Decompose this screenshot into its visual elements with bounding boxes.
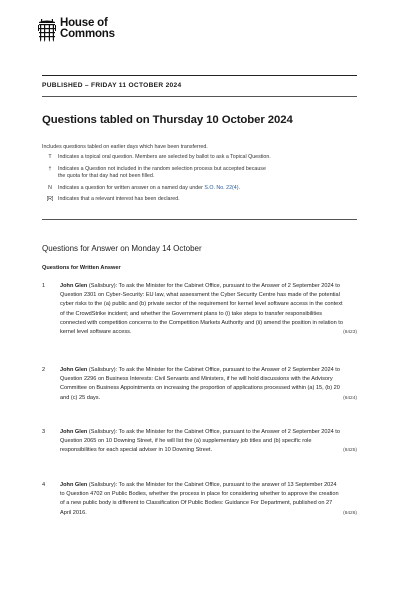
question-ref: (8423)	[343, 330, 357, 336]
question-text: To ask the Minister for the Cabinet Office, pursuant to the answer of 13 September 2024 to Question 4702 on Public Bodies, whether the process in place for considering whether to approve the creation of a new public body is different to Classification Of Public Bodies: Guidance For Department, published on 27 April 2016.	[60, 482, 339, 516]
member-name: John Glen	[60, 367, 88, 373]
question-number: 4	[42, 482, 46, 488]
logo-line-2: Commons	[60, 28, 115, 40]
house-of-commons-logo	[38, 18, 115, 43]
constituency: (Salisbury):	[87, 283, 119, 289]
constituency: (Salisbury):	[87, 429, 119, 435]
key-item-relevant-interest	[42, 196, 357, 203]
constituency: (Salisbury):	[87, 482, 119, 488]
published-divider	[42, 96, 357, 97]
logo-line-1: House of	[60, 17, 108, 29]
question-number: 2	[42, 367, 46, 373]
member-name: John Glen	[60, 283, 88, 289]
question-ref: (8424)	[343, 395, 357, 401]
constituency: (Salisbury):	[87, 367, 119, 373]
key-text: Indicates a Question not included in the random selection process but accepted because the quota for that day had not been filled.	[58, 166, 266, 180]
question-number: 1	[42, 283, 46, 289]
key-item-dagger	[42, 166, 357, 180]
section-title: Questions for Answer on Monday 14 October	[42, 244, 202, 253]
question-ref: (8426)	[343, 510, 357, 516]
key-item-named-day	[42, 185, 357, 192]
standing-order-link[interactable]: S.O. No. 22(4)	[204, 185, 239, 191]
key-text: Indicates a question for written answer on a named day under S.O. No. 22(4).	[58, 185, 240, 191]
member-name: John Glen	[60, 482, 88, 488]
key-text: Indicates that a relevant interest has been declared.	[58, 196, 180, 202]
question-item	[42, 366, 357, 403]
key-divider	[42, 219, 357, 220]
question-number: 3	[42, 429, 46, 435]
key-symbol: [R]	[46, 196, 54, 202]
key-item-topical	[42, 154, 357, 161]
question-item	[42, 428, 357, 456]
intro-note: Includes questions tabled on earlier days which have been transferred.	[42, 144, 208, 150]
member-name: John Glen	[60, 429, 88, 435]
key-symbol: N	[48, 185, 52, 191]
question-text: To ask the Minister for the Cabinet Office, pursuant to the Answer of 2 September 2024 to Question 2301 on Cyber-Security: EU law, what assessment the Cyber Security Centre has made of the potential cyber risks to the (a) public and (b) private sector of the requirement for kernel level software access in the context of the CrowdStrike incident; and whether the Government plans to (i) take steps to transfer responsibilities connected with competition concerns to the Competition Markets Authority and (ii) amend the position in relation to kernel level software access.	[60, 283, 343, 336]
key-symbol: T	[48, 154, 52, 160]
key-text: Indicates a topical oral question. Members are selected by ballot to ask a Topical Question.	[58, 154, 271, 160]
key-symbol: †	[48, 166, 52, 172]
top-divider	[42, 75, 357, 76]
logo-wordmark	[60, 18, 115, 40]
question-ref: (8425)	[343, 448, 357, 454]
question-item	[42, 282, 357, 337]
portcullis-icon	[38, 19, 56, 43]
question-text: To ask the Minister for the Cabinet Office, pursuant to the Answer of 2 September 2024 to Question 2065 on 10 Downing Street, if he will list the (a) supplementary job titles and (b) specific role responsibilities for each special adviser in 10 Downing Street.	[60, 429, 340, 454]
sub-title: Questions for Written Answer	[42, 265, 121, 271]
question-item	[42, 481, 357, 518]
question-text: To ask the Minister for the Cabinet Office, pursuant to the Answer of 2 September 2024 to Question 2296 on Business Interests: Civil Servants and Ministers, if he will hold discussions with the Advisory Committee on Business Appointments on increasing the proportion of applications processed within (a) 15, (b) 20 and (c) 25 days.	[60, 367, 340, 401]
published-date: PUBLISHED – FRIDAY 11 OCTOBER 2024	[42, 82, 182, 89]
page-title: Questions tabled on Thursday 10 October 2024	[42, 114, 293, 126]
